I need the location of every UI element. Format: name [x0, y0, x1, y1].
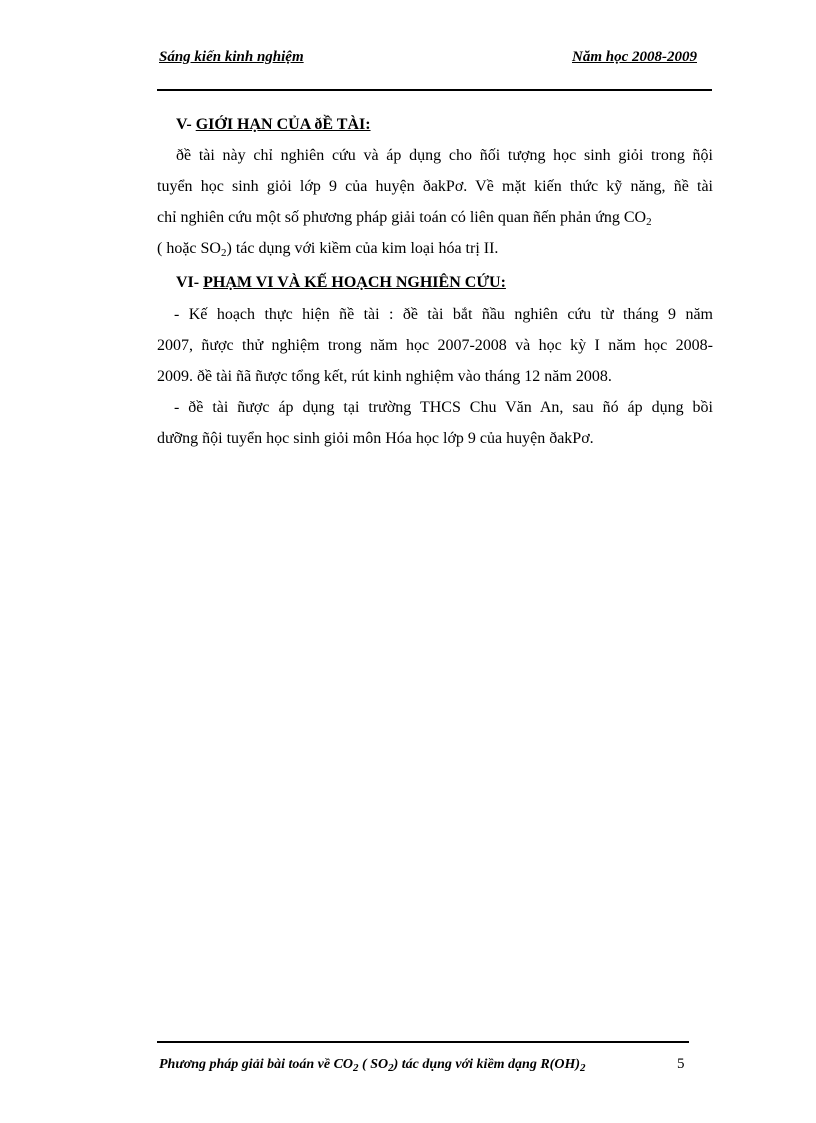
- line-text: chỉ nghiên cứu một số phương pháp giải toán có liên quan ñến phản ứng CO: [157, 209, 647, 226]
- subscript: 2: [580, 1062, 586, 1074]
- footer-text: ( SO: [358, 1057, 389, 1072]
- footer-text: ) tác dụng với kiềm dạng R(OH): [393, 1057, 580, 1072]
- section-heading-vi: [176, 274, 506, 292]
- paragraph-line: dưỡng ñội tuyển học sinh giỏi môn Hóa học lớp 9 của huyện ðakPơ.: [157, 430, 594, 447]
- paragraph-line: tuyển học sinh giỏi lớp 9 của huyện ðakPơ. Về mặt kiến thức kỹ năng, ñề tài: [157, 178, 713, 195]
- subscript: 2: [646, 216, 652, 228]
- subscript: 2: [220, 247, 227, 259]
- footer-rule: [157, 1041, 689, 1043]
- section-title: GIỚI HẠN CỦA ðỀ TÀI:: [195, 116, 371, 133]
- paragraph-line: ðề tài này chỉ nghiên cứu và áp dụng cho ñối tượng học sinh giỏi trong ñội: [176, 147, 713, 164]
- page-number: 5: [677, 1056, 685, 1072]
- paragraph-line: - Kế hoạch thực hiện ñề tài : ðề tài bắt ñầu nghiên cứu từ tháng 9 năm: [174, 306, 713, 323]
- section-number: VI-: [176, 274, 204, 291]
- paragraph-line: - ðề tài ñược áp dụng tại trường THCS Chu Văn An, sau ñó áp dụng bồi: [174, 399, 713, 416]
- line-text: ) tác dụng với kiềm của kim loại hóa trị II.: [226, 240, 499, 257]
- paragraph-line: 2009. ðề tài ñã ñược tổng kết, rút kinh nghiệm vào tháng 12 năm 2008.: [157, 368, 612, 385]
- section-title: PHẠM VI VÀ KẾ HOẠCH NGHIÊN CỨU:: [203, 274, 506, 291]
- line-text: ( hoặc SO: [157, 240, 221, 257]
- section-vi-paragraph: [157, 299, 713, 454]
- paragraph-line: [157, 202, 713, 233]
- section-number: V-: [176, 116, 196, 133]
- header-right-year: Năm học 2008-2009: [572, 49, 697, 65]
- subscript: 2: [353, 1062, 359, 1074]
- header-rule: [157, 89, 712, 91]
- header-left-title: Sáng kiến kinh nghiệm: [159, 49, 304, 65]
- section-heading-v: [176, 116, 371, 134]
- footer-text: Phương pháp giải bài toán về CO: [159, 1057, 354, 1072]
- paragraph-line: [157, 233, 713, 264]
- subscript: 2: [388, 1062, 394, 1074]
- section-v-paragraph: [157, 140, 713, 264]
- paragraph-line: 2007, ñược thử nghiệm trong năm học 2007-2008 và học kỳ I năm học 2008-: [157, 337, 713, 354]
- footer-title: [159, 1057, 586, 1073]
